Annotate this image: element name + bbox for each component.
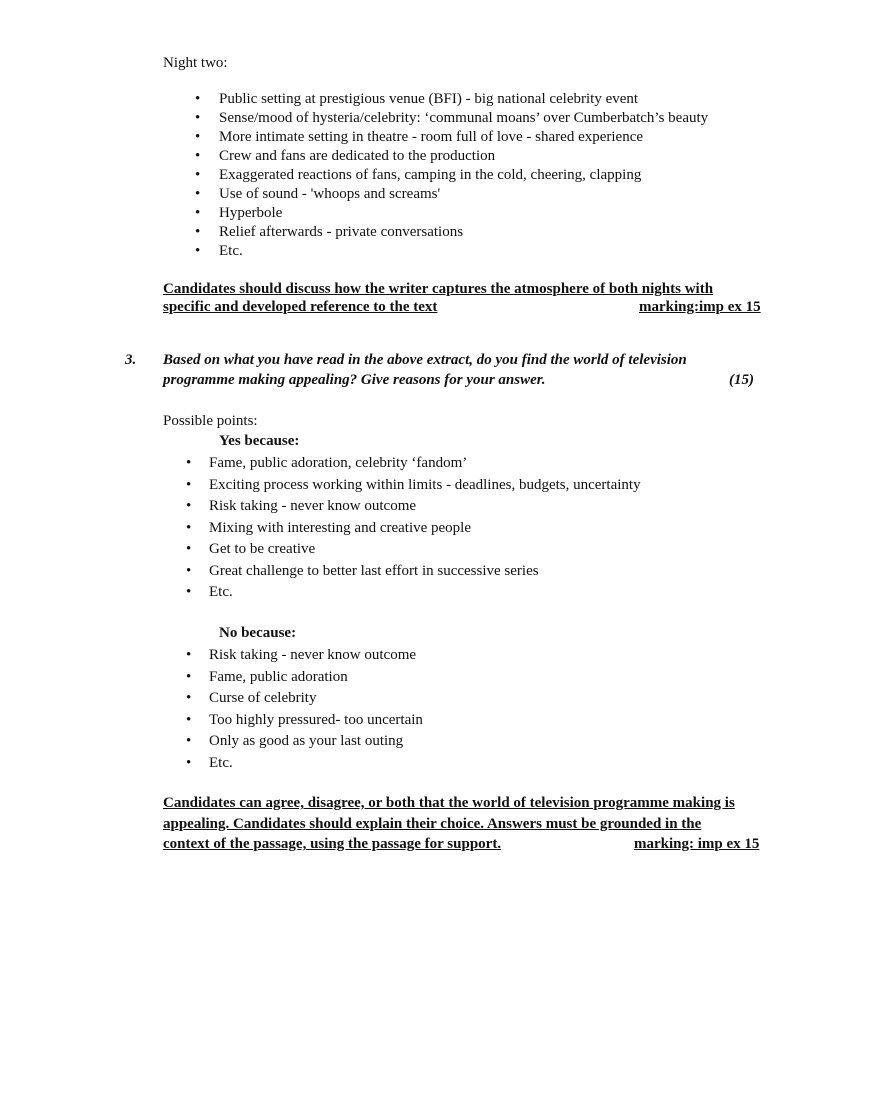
night-two-marking-note-line2: specific and developed reference to the text [163,299,438,315]
question-marks: (15) [729,372,754,388]
bullet-icon: • [186,754,192,771]
yes-point-text: Get to be creative [209,541,316,557]
bullet-icon: • [186,584,192,600]
no-point-text: Curse of celebrity [209,690,317,706]
bullet-icon: • [195,129,201,145]
night-two-point-text: More intimate setting in theatre - room full of love - shared experience [219,129,644,145]
night-two-point-text: Relief afterwards - private conversations [219,224,464,240]
yes-point-text: Risk taking - never know outcome [209,498,417,514]
bullet-icon: • [186,541,192,557]
night-two-point-text: Hyperbole [219,205,283,221]
night-two-marking: marking:imp ex 15 [639,299,761,315]
bullet-icon: • [195,91,201,107]
yes-heading: Yes because: [219,433,300,449]
yes-point-text: Great challenge to better last effort in successive series [209,562,539,579]
question-text-line2: programme making appealing? Give reasons for your answer. [163,372,546,388]
bullet-icon: • [195,224,201,240]
no-point-text: Only as good as your last outing [209,733,404,749]
question-marking-note-line1: Candidates can agree, disagree, or both that the world of television programme making is [163,795,735,811]
no-point-text: Risk taking - never know outcome [209,647,417,663]
yes-point-text: Fame, public adoration, celebrity ‘fandom’ [209,455,468,471]
question-marking-note-line2: appealing. Candidates should explain their choice. Answers must be grounded in the [163,816,702,832]
night-two-point-text: Exaggerated reactions of fans, camping in the cold, cheering, clapping [219,167,642,183]
bullet-icon: • [186,476,192,493]
bullet-icon: • [186,733,192,749]
bullet-icon: • [186,668,192,685]
bullet-icon: • [186,647,192,663]
bullet-icon: • [186,519,192,536]
yes-point-text: Mixing with interesting and creative people [209,519,472,536]
bullet-icon: • [195,110,201,126]
night-two-point-text: Public setting at prestigious venue (BFI) - big national celebrity event [219,91,639,107]
yes-point-text: Etc. [209,584,233,600]
bullet-icon: • [195,167,201,183]
question-text-line1: Based on what you have read in the above extract, do you find the world of television [163,352,687,368]
night-two-point-text: Sense/mood of hysteria/celebrity: ‘communal moans’ over Cumberbatch’s beauty [219,110,709,126]
question-number: 3. [125,352,137,368]
no-point-text: Etc. [209,754,233,771]
no-point-text: Too highly pressured- too uncertain [209,711,423,728]
night-two-point-text: Etc. [219,243,243,259]
bullet-icon: • [186,562,192,579]
question-marking: marking: imp ex 15 [634,836,760,852]
bullet-icon: • [186,711,192,728]
no-heading: No because: [219,625,297,641]
night-two-marking-note-line1: Candidates should discuss how the writer captures the atmosphere of both nights with [163,281,714,297]
night-two-label: Night two: [163,55,228,71]
yes-point-text: Exciting process working within limits - deadlines, budgets, uncertainty [209,476,641,493]
no-point-text: Fame, public adoration [209,668,348,685]
question-marking-note-line3: context of the passage, using the passage for support. [163,836,502,852]
possible-points-label: Possible points: [163,413,258,429]
night-two-point-text: Use of sound - 'whoops and screams' [219,186,441,202]
night-two-point-text: Crew and fans are dedicated to the production [219,148,496,164]
bullet-icon: • [186,498,192,514]
bullet-icon: • [195,205,201,221]
bullet-icon: • [186,455,192,471]
bullet-icon: • [186,690,192,706]
bullet-icon: • [195,148,201,164]
bullet-icon: • [195,243,201,259]
bullet-icon: • [195,186,201,202]
